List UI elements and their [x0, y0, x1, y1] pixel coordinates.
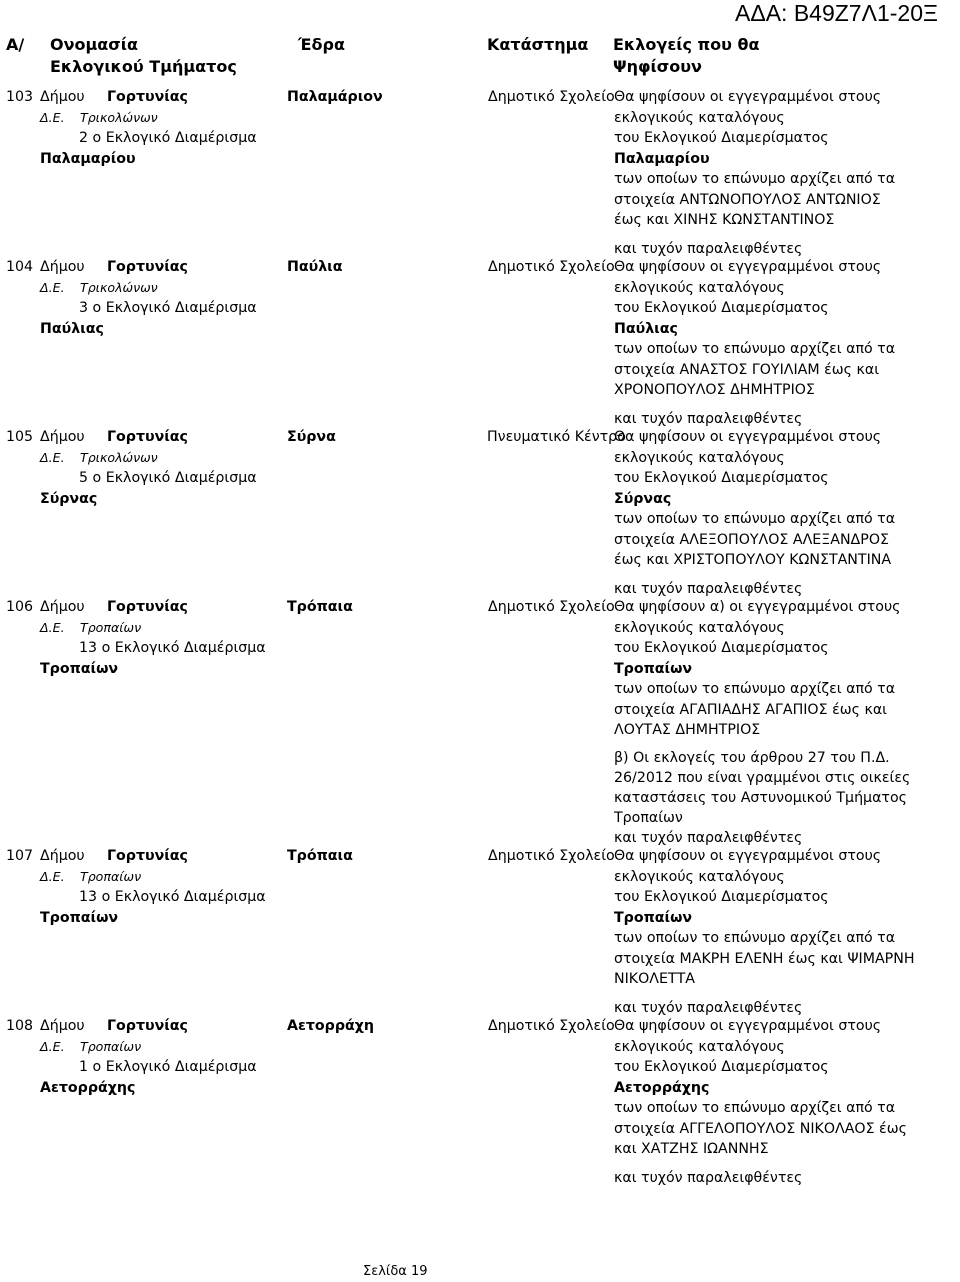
municipality-name: Γορτυνίας — [107, 1018, 188, 1034]
municipality-prefix: Δήμου — [40, 89, 85, 105]
voters-line: στοιχεία ΑΝΑΣΤΟΣ ΓΟΥΙΛΙΑΜ έως και — [614, 361, 880, 378]
voters-omitted-note: και τυχόν παραλειφθέντες — [614, 410, 803, 427]
municipal-unit-prefix: Δ.Ε. — [40, 280, 65, 295]
voters-line: εκλογικούς καταλόγους — [614, 449, 785, 466]
voters-omitted-note: και τυχόν παραλειφθέντες — [614, 830, 803, 846]
voters-line: των οποίων το επώνυμο αρχίζει από τα — [614, 171, 896, 187]
header-voters-line1: Εκλογείς που θα — [613, 35, 760, 54]
voters-line: των οποίων το επώνυμο αρχίζει από τα — [614, 930, 896, 946]
voters-line: των οποίων το επώνυμο αρχίζει από τα — [614, 341, 896, 357]
municipal-unit-prefix: Δ.Ε. — [40, 620, 65, 635]
seat: Σύρνα — [287, 429, 336, 445]
voters-district-name: Παύλιας — [614, 320, 678, 337]
district-place: Παύλιας — [40, 321, 104, 337]
municipality-prefix: Δήμου — [40, 259, 85, 275]
entry-number: 106 — [6, 599, 34, 615]
voters-line: εκλογικούς καταλόγους — [614, 868, 785, 885]
voters-line: του Εκλογικού Διαμερίσματος — [614, 300, 829, 316]
electoral-district: 13 ο Εκλογικό Διαμέρισμα — [79, 889, 266, 905]
voters-line: του Εκλογικού Διαμερίσματος — [614, 640, 829, 656]
header-store: Κατάστημα — [487, 35, 589, 54]
polling-store: Δημοτικό Σχολείο — [488, 848, 615, 864]
entry-number: 105 — [6, 429, 34, 445]
voters-line: ΛΟΥΤΑΣ ΔΗΜΗΤΡΙΟΣ — [614, 722, 761, 738]
voters-line: του Εκλογικού Διαμερίσματος — [614, 130, 829, 146]
polling-store: Πνευματικό Κέντρο — [487, 429, 626, 445]
electoral-district: 2 ο Εκλογικό Διαμέρισμα — [79, 130, 257, 146]
voters-line: Θα ψηφίσουν οι εγγεγραμμένοι στους — [614, 429, 882, 445]
voters-line: στοιχεία ΑΓΓΕΛΟΠΟΥΛΟΣ ΝΙΚΟΛΑΟΣ έως — [614, 1120, 907, 1137]
voters-line: ΧΡΟΝΟΠΟΥΛΟΣ ΔΗΜΗΤΡΙΟΣ — [614, 382, 815, 398]
voters-line: Θα ψηφίσουν οι εγγεγραμμένοι στους — [614, 1018, 882, 1034]
voters-line: Θα ψηφίσουν οι εγγεγραμμένοι στους — [614, 89, 882, 105]
voters-line: εκλογικούς καταλόγους — [614, 1038, 785, 1055]
voters-extra-line: β) Οι εκλογείς του άρθρου 27 του Π.Δ. — [614, 750, 890, 766]
voters-line: έως και ΧΡΙΣΤΟΠΟΥΛΟΥ ΚΩΝΣΤΑΝΤΙΝΑ — [614, 552, 892, 568]
header-name-line1: Ονομασία — [50, 35, 138, 54]
voters-line: έως και ΧΙΝΗΣ ΚΩΝΣΤΑΝΤΙΝΟΣ — [614, 212, 835, 228]
municipal-unit-name: Τροπαίων — [80, 869, 142, 884]
entry-number: 108 — [6, 1018, 34, 1034]
electoral-district: 1 ο Εκλογικό Διαμέρισμα — [79, 1059, 257, 1075]
district-place: Παλαμαρίου — [40, 151, 136, 167]
district-place: Σύρνας — [40, 491, 98, 507]
voters-line: ΝΙΚΟΛΕΤΤΑ — [614, 971, 695, 987]
voters-extra-line: 26/2012 που είναι γραμμένοι στις οικείες — [614, 770, 911, 786]
municipality-prefix: Δήμου — [40, 1018, 85, 1034]
seat: Παλαμάριον — [287, 89, 383, 105]
entry-number: 104 — [6, 259, 34, 275]
voters-district-name: Τροπαίων — [614, 909, 693, 926]
municipal-unit-prefix: Δ.Ε. — [40, 450, 65, 465]
municipality-prefix: Δήμου — [40, 599, 85, 615]
voters-line: των οποίων το επώνυμο αρχίζει από τα — [614, 681, 896, 697]
voters-line: εκλογικούς καταλόγους — [614, 279, 785, 296]
municipality-prefix: Δήμου — [40, 429, 85, 445]
electoral-district: 13 ο Εκλογικό Διαμέρισμα — [79, 640, 266, 656]
electoral-district: 3 ο Εκλογικό Διαμέρισμα — [79, 300, 257, 316]
voters-line: εκλογικούς καταλόγους — [614, 109, 785, 126]
voters-line: του Εκλογικού Διαμερίσματος — [614, 889, 829, 905]
header-seat: Έδρα — [298, 35, 345, 54]
voters-omitted-note: και τυχόν παραλειφθέντες — [614, 240, 803, 257]
seat: Παύλια — [287, 259, 343, 275]
voters-line: στοιχεία ΑΛΕΞΟΠΟΥΛΟΣ ΑΛΕΞΑΝΔΡΟΣ — [614, 531, 889, 548]
municipal-unit-name: Τρικολώνων — [80, 450, 158, 465]
district-place: Αετορράχης — [40, 1080, 136, 1096]
voters-line: στοιχεία ΑΓΑΠΙΑΔΗΣ ΑΓΑΠΙΟΣ έως και — [614, 701, 887, 718]
polling-store: Δημοτικό Σχολείο — [488, 89, 615, 105]
voters-line: Θα ψηφίσουν α) οι εγγεγραμμένοι στους — [614, 599, 901, 615]
voters-line: Θα ψηφίσουν οι εγγεγραμμένοι στους — [614, 259, 882, 275]
municipality-name: Γορτυνίας — [107, 599, 188, 615]
municipality-name: Γορτυνίας — [107, 429, 188, 445]
voters-line: και ΧΑΤΖΗΣ ΙΩΑΝΝΗΣ — [614, 1141, 769, 1157]
page-number: Σελίδα 19 — [363, 1264, 428, 1279]
voters-line: του Εκλογικού Διαμερίσματος — [614, 1059, 829, 1075]
voters-line: των οποίων το επώνυμο αρχίζει από τα — [614, 1100, 896, 1116]
municipality-name: Γορτυνίας — [107, 848, 188, 864]
electoral-district: 5 ο Εκλογικό Διαμέρισμα — [79, 470, 257, 486]
district-place: Τροπαίων — [40, 910, 119, 926]
municipal-unit-prefix: Δ.Ε. — [40, 110, 65, 125]
voters-line: των οποίων το επώνυμο αρχίζει από τα — [614, 511, 896, 527]
municipality-prefix: Δήμου — [40, 848, 85, 864]
polling-store: Δημοτικό Σχολείο — [488, 259, 615, 275]
header-voters-line2: Ψηφίσουν — [613, 57, 702, 76]
voters-district-name: Σύρνας — [614, 490, 672, 507]
polling-store: Δημοτικό Σχολείο — [488, 1018, 615, 1034]
voters-district-name: Τροπαίων — [614, 660, 693, 677]
seat: Τρόπαια — [287, 599, 353, 615]
polling-store: Δημοτικό Σχολείο — [488, 599, 615, 615]
voters-omitted-note: και τυχόν παραλειφθέντες — [614, 999, 803, 1016]
voters-omitted-note: και τυχόν παραλειφθέντες — [614, 1169, 803, 1186]
entry-number: 107 — [6, 848, 34, 864]
voters-line: του Εκλογικού Διαμερίσματος — [614, 470, 829, 486]
voters-line: Θα ψηφίσουν οι εγγεγραμμένοι στους — [614, 848, 882, 864]
voters-line: στοιχεία ΑΝΤΩΝΟΠΟΥΛΟΣ ΑΝΤΩΝΙΟΣ — [614, 191, 881, 208]
municipal-unit-name: Τρικολώνων — [80, 280, 158, 295]
voters-extra-line: καταστάσεις του Αστυνομικού Τμήματος — [614, 790, 907, 806]
voters-line: στοιχεία ΜΑΚΡΗ ΕΛΕΝΗ έως και ΨΙΜΑΡΝΗ — [614, 950, 915, 967]
voters-district-name: Παλαμαρίου — [614, 150, 710, 167]
municipal-unit-name: Τρικολώνων — [80, 110, 158, 125]
entry-number: 103 — [6, 89, 34, 105]
municipal-unit-name: Τροπαίων — [80, 1039, 142, 1054]
ada-code: ΑΔΑ: Β49Ζ7Λ1-20Ξ — [735, 0, 938, 26]
voters-line: εκλογικούς καταλόγους — [614, 619, 785, 636]
district-place: Τροπαίων — [40, 661, 119, 677]
municipal-unit-prefix: Δ.Ε. — [40, 1039, 65, 1054]
municipal-unit-prefix: Δ.Ε. — [40, 869, 65, 884]
municipality-name: Γορτυνίας — [107, 89, 188, 105]
seat: Αετορράχη — [287, 1018, 374, 1034]
header-name-line2: Εκλογικού Τμήματος — [50, 57, 237, 76]
seat: Τρόπαια — [287, 848, 353, 864]
municipality-name: Γορτυνίας — [107, 259, 188, 275]
voters-omitted-note: και τυχόν παραλειφθέντες — [614, 580, 803, 597]
header-number: Α/ — [6, 35, 25, 54]
voters-extra-line: Τροπαίων — [614, 810, 683, 826]
municipal-unit-name: Τροπαίων — [80, 620, 142, 635]
voters-district-name: Αετορράχης — [614, 1079, 710, 1096]
